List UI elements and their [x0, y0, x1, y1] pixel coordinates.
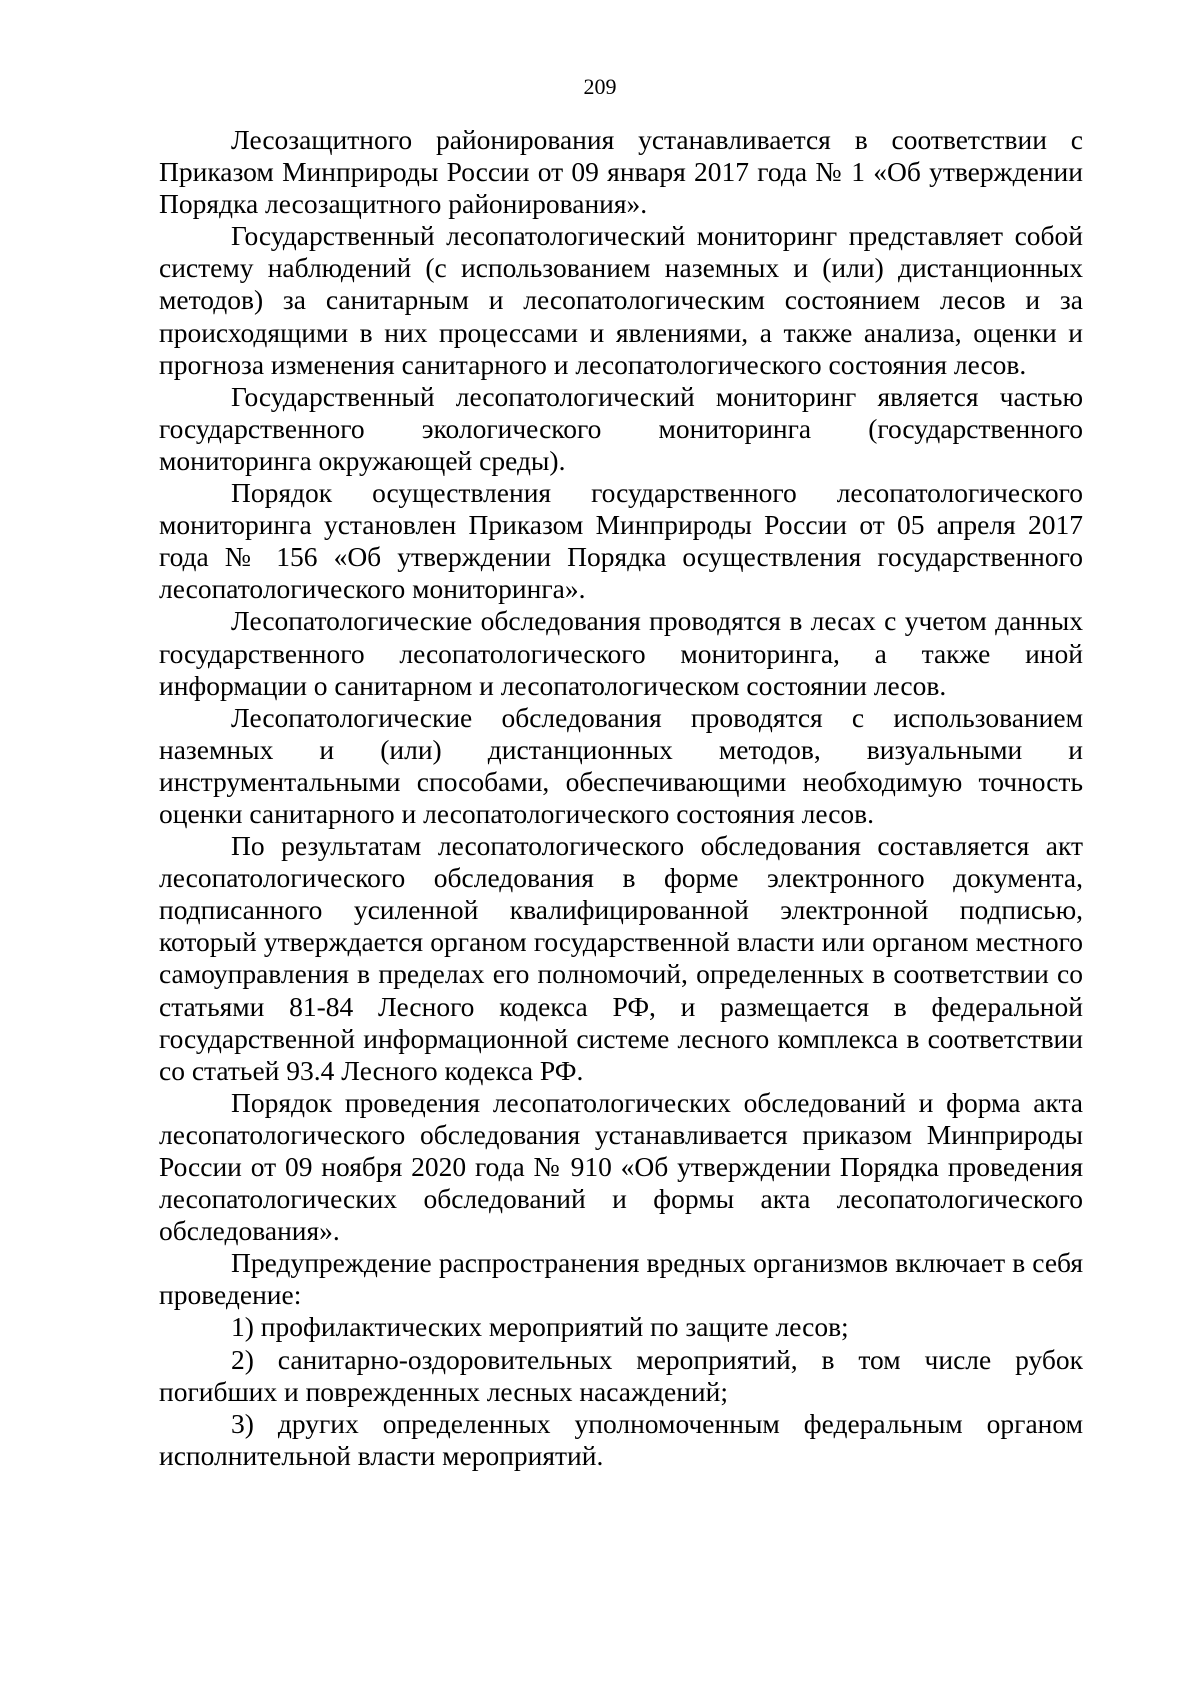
list-item: 1) профилактических мероприятий по защите лесов;	[231, 1311, 849, 1343]
paragraph: Лесопатологические обследования проводятся в лесах с учетом данных государственного лесопатологического мониторинга, а также иной информации о санитарном и лесопатологическом состоянии лесов.	[159, 605, 1083, 701]
list-item: 3) других определенных уполномоченным федеральным органом исполнительной власти мероприятий.	[159, 1407, 1083, 1471]
paragraph: Лесозащитного районирования устанавливается в соответствии с Приказом Минприроды России от 09 января 2017 года № 1 «Об утверждении Порядка лесозащитного районирования».	[159, 124, 1083, 220]
paragraph: Государственный лесопатологический мониторинг представляет собой систему наблюдений (с использованием наземных и (или) дистанционных методов) за санитарным и лесопатологическим состоянием лесов и за происходящими в них процессами и явлениями, а также анализа, оценки и прогноза изменения санитарного и лесопатологического состояния лесов.	[159, 220, 1083, 380]
list-item: 2) санитарно-оздоровительных мероприятий, в том числе рубок погибших и поврежденных лесных насаждений;	[159, 1343, 1083, 1407]
paragraph: По результатам лесопатологического обследования составляется акт лесопатологического обследования в форме электронного документа, подписанного усиленной квалифицированной электронной подписью, который утверждается органом государственной власти или органом местного самоуправления в пределах его полномочий, определенных в соответствии со статьями 81-84 Лесного кодекса РФ, и размещается в федеральной государственной информационной системе лесного комплекса в соответствии со статьей 93.4 Лесного кодекса РФ.	[159, 830, 1083, 1086]
paragraph: Порядок проведения лесопатологических обследований и форма акта лесопатологического обследования устанавливается приказом Минприроды России от 09 ноября 2020 года № 910 «Об утверждении Порядка проведения лесопатологических обследований и формы акта лесопатологического обследования».	[159, 1086, 1083, 1247]
document-body	[159, 124, 1083, 1472]
paragraph: Порядок осуществления государственного лесопатологического мониторинга установлен Приказом Минприроды России от 05 апреля 2017 года № 156 «Об утверждении Порядка осуществления государственного лесопатологического мониторинга».	[159, 477, 1083, 605]
paragraph: Государственный лесопатологический мониторинг является частью государственного экологического мониторинга (государственного мониторинга окружающей среды).	[159, 380, 1083, 476]
paragraph: Лесопатологические обследования проводятся с использованием наземных и (или) дистанционных методов, визуальными и инструментальными способами, обеспечивающими необходимую точность оценки санитарного и лесопатологического состояния лесов.	[159, 701, 1083, 829]
page-number: 209	[583, 74, 617, 99]
paragraph: Предупреждение распространения вредных организмов включает в себя проведение:	[159, 1247, 1083, 1311]
